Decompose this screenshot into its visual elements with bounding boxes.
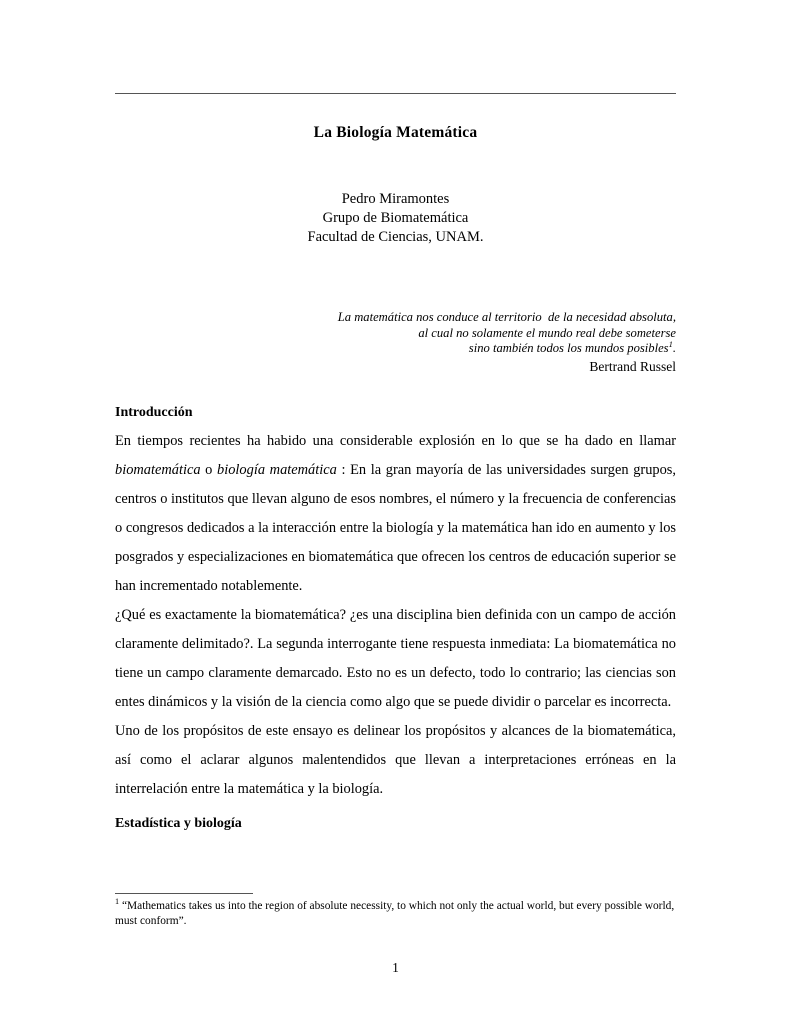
epigraph-line-1: La matemática nos conduce al territorio de la necesidad absoluta, [337, 310, 676, 324]
epigraph [115, 310, 676, 375]
section-heading-estadistica-y-biologia: Estadística y biología [115, 816, 242, 831]
paragraph-intro-3: Uno de los propósitos de este ensayo es delinear los propósitos y alcances de la biomatemática, así como el aclarar algunos malentendidos que llevan a interpretaciones erróneas en la interrelación entre la matemática y la biología. [115, 723, 676, 797]
author-block [115, 190, 676, 247]
author-affiliation-faculty: Facultad de Ciencias, UNAM. [307, 229, 484, 245]
run-text: En tiempos recientes ha habido una considerable explosión en lo que se ha dado en llamar [115, 433, 676, 449]
footnote-marker: 1 [115, 897, 120, 907]
run-italic-biologia-matematica: biología matemática [217, 462, 337, 478]
author-affiliation-group: Grupo de Biomatemática [322, 210, 469, 226]
body-column [115, 398, 676, 804]
run-italic-biomatematica: biomatemática [115, 462, 201, 478]
run-text: o [200, 462, 218, 478]
section-heading-introduccion: Introducción [115, 405, 193, 420]
footnote-reference-marker: 1 [668, 338, 673, 349]
epigraph-line-3 [115, 338, 676, 357]
run-text: : En la gran mayoría de las universidades surgen grupos, centros o institutos que llevan alguno de esos nombres, el número y la frecuencia de conferencias o congresos dedicados a la interacción entre la biología y la matemática han ido en aumento y los posgrados y especializaciones en biomatemática que ofrecen los centros de educación superior se han incrementado notablemente. [115, 462, 677, 594]
footnote-1 [115, 899, 680, 929]
header-rule [115, 93, 676, 94]
epigraph-attribution: Bertrand Russel [589, 358, 676, 374]
footnote-separator-rule [115, 893, 253, 894]
epigraph-line-2: al cual no solamente el mundo real debe someterse [418, 325, 676, 340]
author-line: Pedro Miramontes [341, 191, 450, 207]
paragraph-intro-2: ¿Qué es exactamente la biomatemática? ¿es una disciplina bien definida con un campo de acción claramente delimitado?. La segunda interrogante tiene respuesta inmediata: La biomatemática no tiene un campo claramente demarcado. Esto no es un defecto, todo lo contrario; las ciencias son entes dinámicos y la visión de la ciencia como algo que se puede dividir o parcelar es incorrecta. [115, 607, 676, 710]
page-number: 1 [392, 960, 399, 975]
epigraph-line-3-text: sino también todos los mundos posibles [468, 341, 669, 355]
paragraph-intro-1 [115, 427, 676, 601]
epigraph-trailing-punctuation: . [672, 341, 676, 355]
page-title: La Biología Matemática [313, 124, 478, 141]
footnote-text: “Mathematics takes us into the region of absolute necessity, to which not only the actual world, but every possible world, must conform”. [115, 900, 675, 928]
